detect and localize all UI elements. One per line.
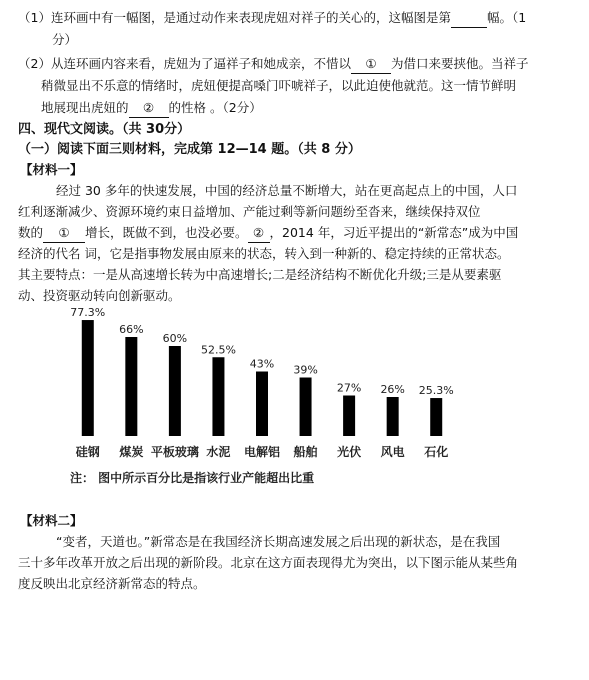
question-2-blank-1: ① <box>351 55 391 74</box>
material-1-line-1: 经过 30 多年的快速发展，中国的经济总量不断增大，站在更高起点上的中国，人口 <box>56 183 518 198</box>
material-1-line-5: 其主要特点：一是从高速增长转为中高速增长;二是经济结构不断优化升级;三是从要素驱 <box>18 267 502 282</box>
value-label: 52.5% <box>200 343 236 357</box>
material-2-heading: 【材料二】 <box>20 513 83 528</box>
bar-光伏 <box>343 396 355 437</box>
chart-svg <box>62 304 462 494</box>
value-label: 27% <box>336 381 362 395</box>
question-1 <box>18 9 526 28</box>
bar-硅钢 <box>82 320 94 436</box>
value-label: 25.3% <box>418 384 454 398</box>
material-1-blank-2: ② <box>248 224 270 243</box>
bar-平板玻璃 <box>169 346 181 436</box>
question-2-line-1 <box>18 55 528 74</box>
value-label: 26% <box>380 383 405 396</box>
question-1-text-end: 幅。（1 <box>486 10 527 25</box>
question-2-blank-2: ② <box>129 99 169 118</box>
category-label: 石化 <box>424 445 449 459</box>
bar-风电 <box>387 397 399 436</box>
question-1-blank <box>451 9 487 28</box>
material-1-heading: 【材料一】 <box>20 162 83 177</box>
question-2-text-d: 的性格 。（2分） <box>168 100 262 115</box>
material-2-line-3: 度反映出北京经济新常态的特点。 <box>18 576 206 591</box>
value-label: 43% <box>249 357 275 371</box>
material-1-text-c: ，2014 年，习近平提出的“新常态”成为中国 <box>269 225 519 240</box>
material-1-line-2: 红利逐渐减少、资源环境约束日益增加、产能过剩等新问题纷至沓来，继续保持双位 <box>18 204 481 219</box>
value-label: 66% <box>119 323 144 336</box>
question-2-text-a: 从连环画内容来看，虎妞为了逼祥子和她成亲，不惜以 <box>50 56 351 71</box>
question-2-text-b: 为借口来要挟他。当祥子 <box>390 56 529 71</box>
category-label: 平板玻璃 <box>150 445 199 459</box>
material-2-line-2: 三十多年改革开放之后出现的新阶段。北京在这方面表现得尤为突出，以下图示能从某些角 <box>18 555 519 570</box>
category-label: 船舶 <box>293 445 318 459</box>
material-1-text-b: 增长，既做不到，也没必要。 <box>85 225 248 240</box>
category-label: 煤炭 <box>119 445 144 459</box>
question-1-score: 分） <box>52 32 78 47</box>
question-1-text: 连环画中有一幅图，是通过动作来表现虎妞对祥子的关心的，这幅图是第 <box>50 10 451 25</box>
question-2-line-2: 稍微显出不乐意的情绪时，虎妞便提高嗓门吓唬祥子，以此迫使他就范。这一情节鲜明 <box>41 78 517 93</box>
bar-水泥 <box>212 357 224 436</box>
section-heading: 四、现代文阅读。（共 30分） <box>18 122 191 137</box>
capacity-bar-chart <box>62 304 462 494</box>
material-1-line-4: 经济的代名 词，它是指事物发展由原来的状态，转入到一种新的、稳定持续的正常状态。 <box>18 246 510 261</box>
question-2-number: （2） <box>18 56 51 71</box>
question-2-line-3 <box>41 99 262 118</box>
material-1-text-a: 数的 <box>18 225 44 240</box>
material-1-blank-1: ① <box>43 224 85 243</box>
value-label: 77.3% <box>70 306 106 320</box>
category-label: 硅钢 <box>75 445 100 459</box>
bar-船舶 <box>300 378 312 437</box>
question-2-text-c: 地展现出虎妞的 <box>41 100 129 115</box>
bar-电解铝 <box>256 372 268 437</box>
value-label: 39% <box>293 363 318 377</box>
value-label: 60% <box>162 332 188 345</box>
bar-石化 <box>430 398 442 436</box>
category-label: 光伏 <box>337 445 362 459</box>
category-label: 水泥 <box>206 445 231 459</box>
material-2-line-1: “变者，天道也。”新常态是在我国经济长期高速发展之后出现的新状态，是在我国 <box>56 534 501 549</box>
subsection-heading: （一）阅读下面三则材料，完成第 12—14 题。（共 8 分） <box>18 142 361 157</box>
chart-note: 注： 图中所示百分比是指该行业产能超出比重 <box>70 471 315 485</box>
category-label: 电解铝 <box>243 445 281 459</box>
material-1-line-6: 动、投资驱动转向创新驱动。 <box>18 288 181 303</box>
question-1-number: （1） <box>18 10 51 25</box>
material-1-line-3 <box>18 224 518 243</box>
bar-煤炭 <box>125 337 137 436</box>
category-label: 风电 <box>380 445 405 459</box>
